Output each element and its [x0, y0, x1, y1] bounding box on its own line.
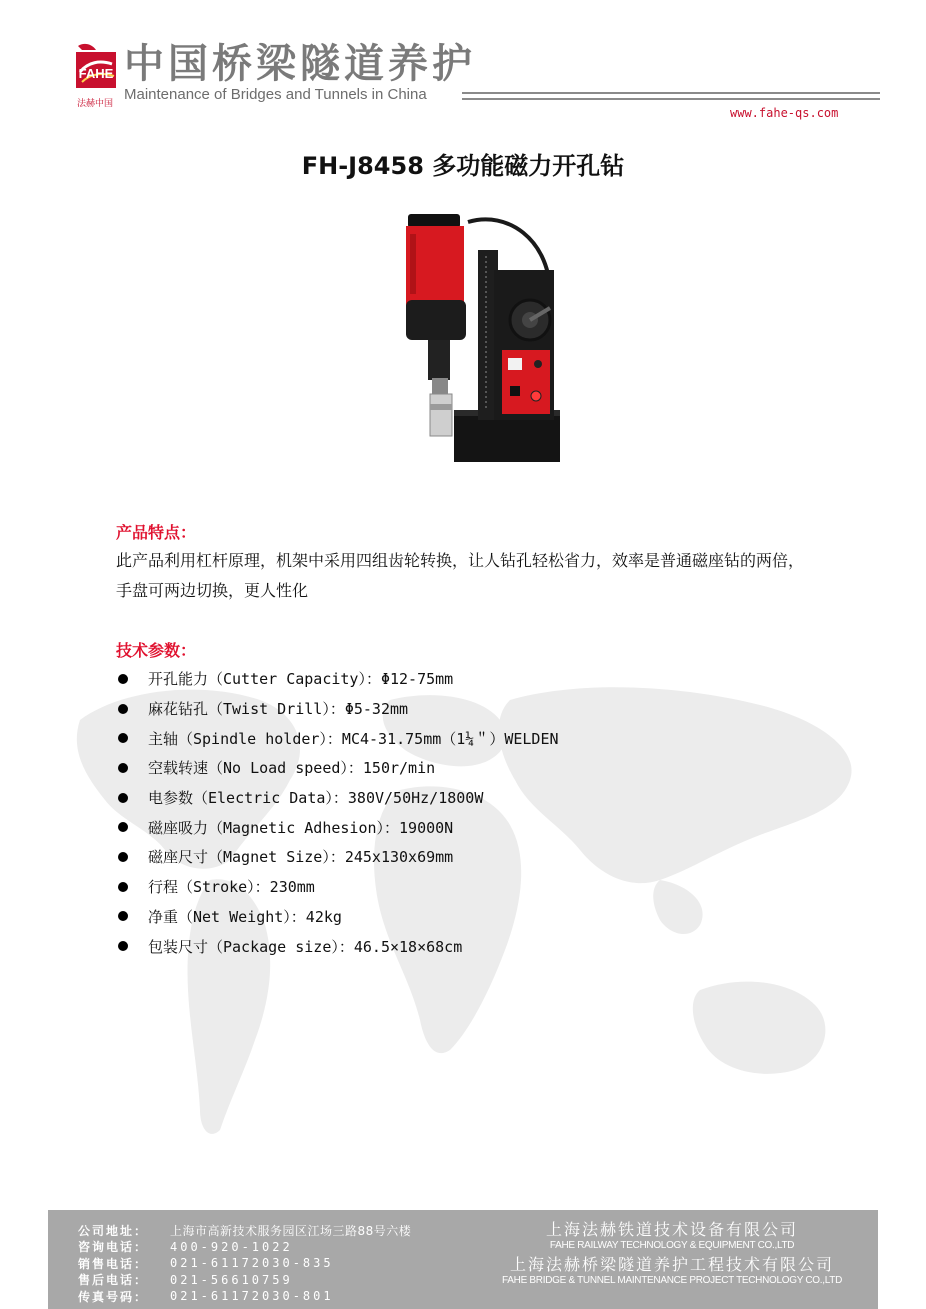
header-rule: [462, 92, 880, 100]
spec-item-text: 电参数（Electric Data）：380V/50Hz/1800W: [148, 789, 484, 808]
spec-item-text: 主轴（Spindle holder）：MC4-31.75mm（1¼＂）WELDEN: [148, 729, 559, 748]
footer-companies: [502, 1220, 842, 1290]
spec-item: [116, 723, 816, 753]
header: [74, 40, 880, 120]
specs-heading: 技术参数：: [116, 641, 197, 660]
spec-item: [116, 753, 816, 783]
website-link[interactable]: www.fahe-qs.com: [730, 106, 839, 120]
spec-item-text: 净重（Net Weight）：42kg: [148, 907, 342, 926]
spec-item-text: 包装尺寸（Package size）：46.5×18×68cm: [148, 937, 463, 956]
logo-title: 中国桥梁隧道养护: [124, 41, 476, 87]
bullet-icon: [118, 822, 128, 832]
logo-subtitle: Maintenance of Bridges and Tunnels in China: [124, 86, 427, 103]
contact-fax: [78, 1288, 411, 1305]
spec-item: [116, 664, 816, 694]
spec-item-text: 麻花钻孔（Twist Drill）：Φ5-32mm: [148, 700, 409, 719]
logo-small-text: 法赫中国: [77, 99, 114, 109]
contact-label: 售后电话：: [78, 1273, 149, 1288]
spec-item-text: 磁座尺寸（Magnet Size）：245x130x69mm: [148, 848, 454, 867]
spec-item: [116, 931, 816, 961]
features-heading: 产品特点：: [116, 523, 197, 542]
contact-label: 传真号码：: [78, 1289, 149, 1304]
footer-contacts: [78, 1222, 411, 1305]
spec-item-text: 磁座吸力（Magnetic Adhesion）：19000N: [148, 818, 454, 837]
spec-item: [116, 783, 816, 813]
spec-item-text: 空载转速（No Load speed）：150r/min: [148, 759, 436, 778]
spec-item: [116, 872, 816, 902]
footer: [48, 1210, 878, 1309]
bullet-icon: [118, 882, 128, 892]
contact-address: [78, 1222, 411, 1239]
contact-label: 公司地址：: [78, 1223, 149, 1238]
spec-item: [116, 812, 816, 842]
logo-mark-text: FAHE: [78, 66, 114, 81]
spec-item-text: 开孔能力（Cutter Capacity）：Φ12-75mm: [148, 670, 454, 689]
contact-label: 咨询电话：: [78, 1240, 149, 1255]
contact-value: 021-61172030-801: [170, 1289, 334, 1304]
company1-name-en: FAHE RAILWAY TECHNOLOGY & EQUIPMENT CO.,LTD: [549, 1240, 795, 1251]
bullet-icon: [118, 674, 128, 684]
company1-name-cn: 上海法赫铁道技术设备有限公司: [546, 1220, 799, 1239]
contact-sales: [78, 1255, 411, 1272]
bullet-icon: [118, 941, 128, 951]
bullet-icon: [118, 911, 128, 921]
bullet-icon: [118, 733, 128, 743]
contact-value: 021-56610759: [170, 1272, 293, 1287]
company2-name-en: FAHE BRIDGE & TUNNEL MAINTENANCE PROJECT TECHNOLOGY CO.,LTD: [502, 1275, 842, 1286]
contact-value: 021-61172030-835: [170, 1256, 334, 1271]
spec-list: [116, 664, 816, 961]
contact-value: 上海市高新技术服务园区江场三路88号六楼: [170, 1223, 412, 1238]
bullet-icon: [118, 852, 128, 862]
spec-item: [116, 902, 816, 932]
company2-name-cn: 上海法赫桥梁隧道养护工程技术有限公司: [510, 1255, 835, 1274]
contact-inquiry: [78, 1239, 411, 1256]
document-title: FH-J8458 多功能磁力开孔钻: [301, 152, 625, 180]
bullet-icon: [118, 763, 128, 773]
contact-label: 销售电话：: [78, 1256, 149, 1271]
spec-item-text: 行程（Stroke）：230mm: [148, 878, 315, 897]
contact-aftersales: [78, 1272, 411, 1289]
features-text: 此产品利用杠杆原理，机架中采用四组齿轮转换，让人钻孔轻松省力，效率是普通磁座钻的两倍，手盘可两边切换，更人性化: [116, 551, 805, 600]
magnetic-drill-image: [398, 200, 570, 472]
bullet-icon: [118, 793, 128, 803]
spec-item: [116, 842, 816, 872]
contact-value: 400-920-1022: [170, 1239, 293, 1254]
spec-item: [116, 694, 816, 724]
bullet-icon: [118, 704, 128, 714]
